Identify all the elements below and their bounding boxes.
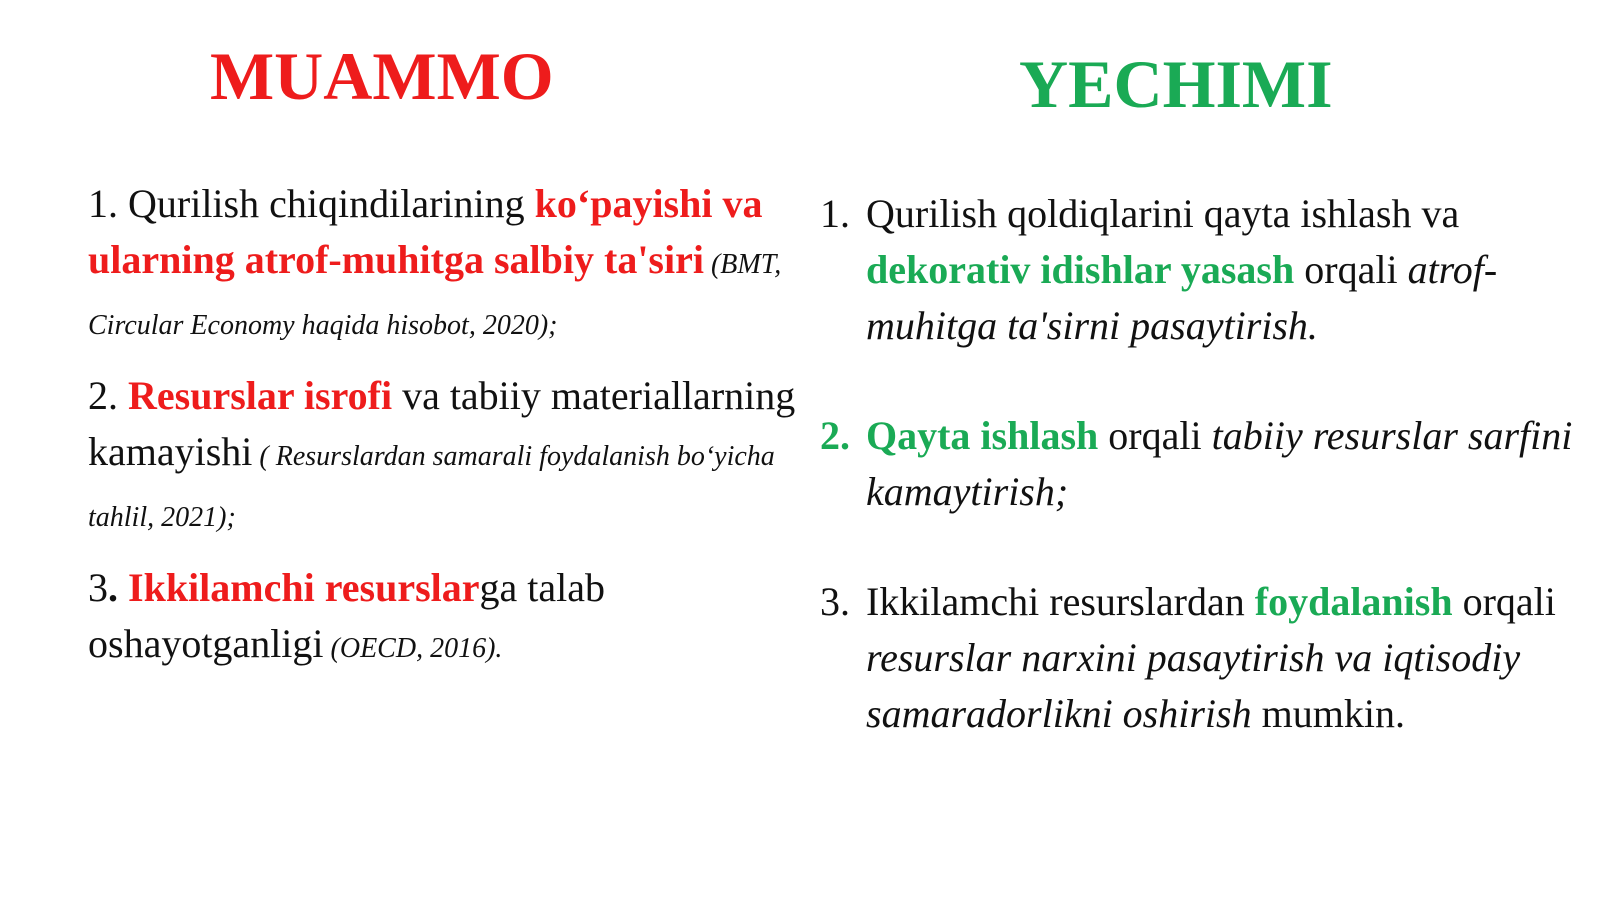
- solution-1-text-2: orqali: [1294, 247, 1408, 292]
- solution-2-number: 2.: [820, 413, 850, 458]
- problem-item-2: [88, 368, 798, 546]
- solution-3-text-2: orqali: [1452, 579, 1556, 624]
- problem-heading: MUAMMO: [210, 38, 554, 114]
- problem-item-1: [88, 176, 798, 354]
- solution-1-highlight: dekorativ idishlar yasash: [866, 247, 1295, 292]
- solution-1-italic: atrof-muhitga ta'sirni pasaytirish.: [866, 247, 1498, 348]
- solution-item-3: [820, 574, 1580, 742]
- solution-3-text-3: mumkin.: [1251, 691, 1405, 736]
- problem-1-highlight: ko‘payishi va ularning atrof-muhitga salbiy ta'siri: [88, 181, 763, 282]
- problem-2-number: 2.: [88, 373, 118, 418]
- solution-3-italic: resurslar narxini pasaytirish va iqtisodiy samaradorlikni oshirish: [866, 635, 1521, 736]
- problem-2-text: va tabiiy materiallarning kamayishi: [88, 373, 796, 474]
- solution-1-number: 1.: [820, 191, 850, 236]
- solutions-column: [820, 186, 1580, 742]
- problem-2-citation: ( Resurslardan samarali foydalanish bo‘yicha tahlil, 2021);: [88, 441, 775, 533]
- solution-item-1: [820, 186, 1580, 354]
- solution-1-text: Qurilish qoldiqlarini qayta ishlash va: [866, 191, 1460, 236]
- problem-3-number-dot: .: [108, 565, 118, 610]
- problem-2-highlight: Resurslar isrofi: [128, 373, 393, 418]
- problem-3-citation: (OECD, 2016).: [323, 633, 503, 664]
- problem-item-3: [88, 560, 798, 677]
- problem-1-citation: (BMT, Circular Economy haqida hisobot, 2020);: [88, 249, 782, 341]
- solution-2-italic: tabiiy resurslar sarfini kamaytirish;: [866, 413, 1573, 514]
- solution-2-text-2: orqali: [1098, 413, 1212, 458]
- solution-2-highlight: Qayta ishlash: [866, 413, 1099, 458]
- problem-1-number: 1.: [88, 181, 118, 226]
- problems-column: [88, 176, 798, 677]
- problem-3-highlight: Ikkilamchi resurslar: [128, 565, 480, 610]
- solution-3-text: Ikkilamchi resurslardan: [866, 579, 1255, 624]
- solution-3-number: 3.: [820, 579, 850, 624]
- solution-item-2: [820, 408, 1580, 520]
- solution-heading: YECHIMI: [1019, 46, 1333, 122]
- problem-3-text: ga talab oshayotganligi: [88, 565, 606, 666]
- problem-3-number: 3: [88, 565, 108, 610]
- solution-3-highlight: foydalanish: [1254, 579, 1453, 624]
- problem-1-text: Qurilish chiqindilarining: [118, 181, 535, 226]
